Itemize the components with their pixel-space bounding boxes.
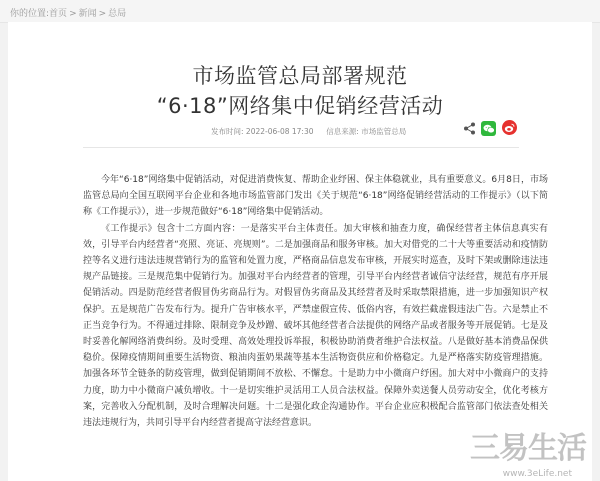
publish-time: 2022-06-08 17:30 (245, 127, 314, 136)
article-paragraph: 《工作提示》包含十二方面内容：一是落实平台主体责任。加大审核和抽查力度，确保经营者主体信息真实有效，引导平台内经营者“亮照、亮证、亮规则”。二是加强商品和服务审核。加大对借党的二十大等重要活动和疫情防控等名义进行违法违规营销行为的监管和处置力度，严格商品信息发布审核，开展实时巡查，及时下架或删除违法违规产品链接。三是规范集中促销行为。加强对平台内经营者的管理，引导平台内经营者诚信守法经营，规范有序开展促销活动。四是防范经营者假冒伪劣商品行为。对假冒伪劣商品及其经营者及时采取禁限措施，进一步加强知识产权保护。五是规范广告发布行为。提升广告审核水平，严禁虚假宣传、低俗内容，有效拦截虚假违法广告。六是禁止不正当竞争行为。不得通过排除、限制竞争及炒蹭、破坏其他经营者合法提供的网络产品或者服务等开展促销。七是及时妥善化解网络消费纠纷。及时受理、高效处理投诉举报，积极协助消费者维护合法权益。八是做好基本消费品保供稳价。保障疫情期间重要生活物资、粮油肉蛋奶果蔬等基本生活物资供应和价格稳定。九是严格落实防疫管理措施。加强各环节全链条的防疫管理，做到促销期间不放松、不懈怠。十是助力中小微商户纾困。加大对中小微商户的支持力度，助力中小微商户减负增收。十一是切实维护灵活用工人员合法权益。保障外卖送餐人员劳动安全，优化考核方案，完善收入分配机制，及时合理解决问题。十二是强化政企沟通协作。平台企业应积极配合监管部门依法查处相关违法违规行为，共同引导平台内经营者提高守法经营意识。 (83, 223, 548, 429)
breadcrumb-separator: > (69, 9, 77, 19)
source-label: 信息来源: (326, 127, 359, 136)
breadcrumb-label: 你的位置: (10, 9, 50, 19)
article-title-line2: “6·18”网络集中促销经营活动 (156, 94, 444, 118)
breadcrumb-item-home[interactable]: 首页 (49, 9, 68, 19)
watermark-sub: www.3eLife.net (502, 469, 572, 479)
article-paragraph: 今年“6·18”网络集中促销活动，对促进消费恢复、帮助企业纾困、保主体稳就业，具有重要意义。6月8日，市场监管总局向全国互联网平台企业和各地市场监管部门发出《关于规范“6·18”网络促销经营活动的工作提示》（以下简称《工作提示》），进一步规范做好“6·18”网络集中促销活动。 (83, 175, 548, 218)
title-divider (83, 147, 519, 148)
breadcrumb-item-bureau[interactable]: 总局 (108, 9, 127, 19)
article-title-line1: 市场监管总局部署规范 (192, 64, 408, 88)
watermark-logo (466, 421, 586, 479)
breadcrumb (10, 6, 126, 19)
breadcrumb-separator: > (98, 9, 107, 19)
share-icon[interactable] (462, 121, 476, 135)
article-meta (211, 126, 406, 137)
publish-label: 发布时间: (211, 127, 244, 136)
wechat-icon[interactable] (481, 121, 496, 136)
weibo-icon[interactable] (502, 120, 517, 135)
breadcrumb-item-news[interactable]: 新闻 (78, 9, 97, 19)
article-card (8, 22, 592, 481)
watermark-main: 三易生活 (470, 431, 586, 466)
source-name: 市场监管总局 (361, 127, 407, 136)
article-body (83, 172, 548, 431)
top-bar (0, 0, 600, 23)
